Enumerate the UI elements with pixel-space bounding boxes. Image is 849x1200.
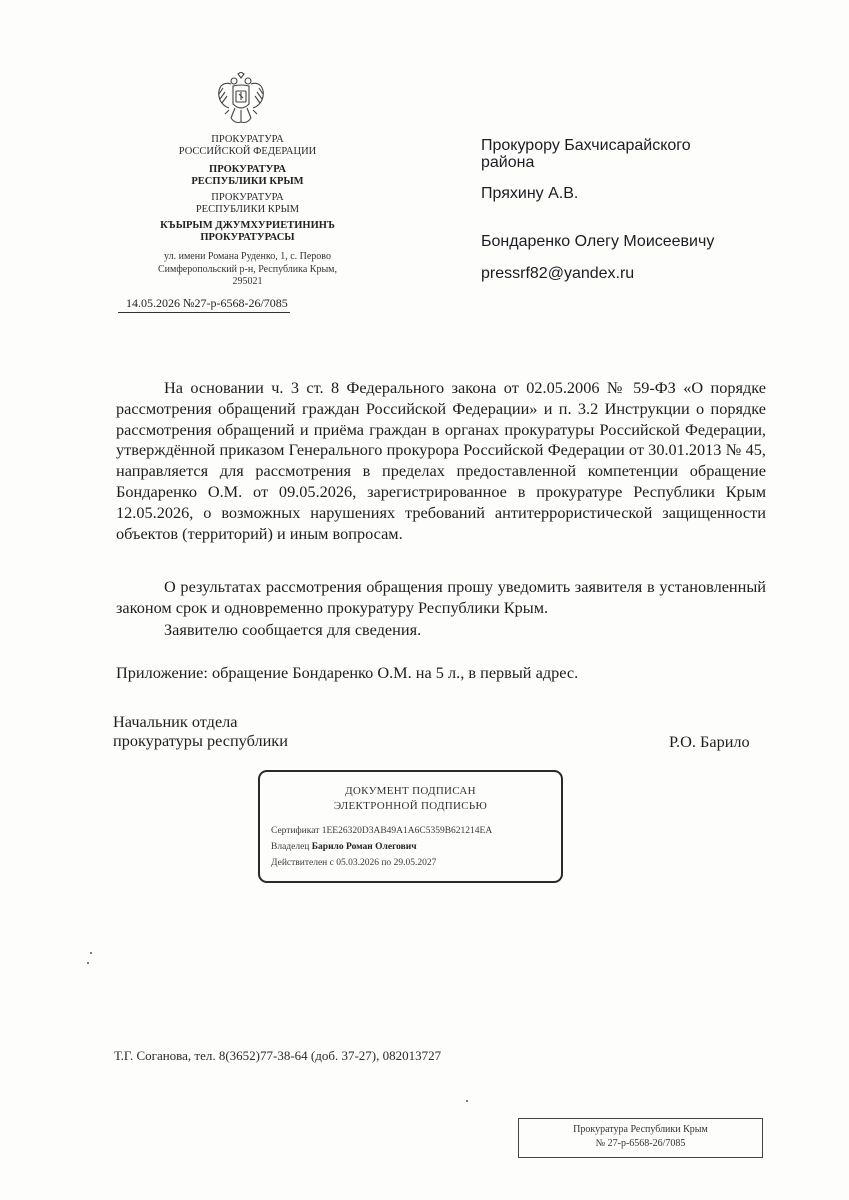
body-paragraph: О результатах рассмотрения обращения прошу уведомить заявителя в установленный законом срок и одновременно прокуратуру Республики Крым. xyxy=(116,577,766,617)
owner-value: Барило Роман Олегович xyxy=(311,842,417,852)
valid-from: 05.03.2026 xyxy=(336,858,379,868)
org-line: ПРОКУРАТУРАСЫ xyxy=(200,232,295,244)
organization-name-ru xyxy=(150,164,345,188)
addressee-line: Прокурору Бахчисарайского xyxy=(481,137,691,154)
signatory-position xyxy=(113,712,288,750)
applicant-name: Бондаренко Олегу Моисеевичу xyxy=(481,233,715,250)
validity-line xyxy=(271,858,436,868)
outgoing-reg-number: 14.05.2026 №27-р-6568-26/7085 xyxy=(118,296,290,313)
org-line: ПРОКУРАТУРА xyxy=(211,192,284,203)
stamp-subtitle: ЭЛЕКТРОННОЙ ПОДПИСЬЮ xyxy=(333,800,488,812)
addressee-block xyxy=(481,137,691,171)
organization-name-crh xyxy=(150,220,345,244)
organization-header xyxy=(150,134,345,158)
scan-speck xyxy=(90,952,92,954)
certificate-line xyxy=(271,826,492,836)
address-line: Симферопольский р-н, Республика Крым, xyxy=(157,263,338,275)
certificate-value: 1EE26320D3AB49A1A6C5359B621214EA xyxy=(321,826,493,836)
valid-label: Действителен с xyxy=(271,858,334,868)
certificate-label: Сертификат xyxy=(271,826,320,836)
org-line: ПРОКУРАТУРА xyxy=(209,164,286,175)
executor-contact: Т.Г. Соганова, тел. 8(3652)77-38-64 (доб. 37-27), 082013727 xyxy=(114,1048,442,1063)
org-line: ПРОКУРАТУРА xyxy=(211,134,284,145)
signatory-name: Р.О. Барило xyxy=(669,732,750,751)
applicant-email: pressrf82@yandex.ru xyxy=(481,265,635,282)
position-line: прокуратуры республики xyxy=(113,731,288,750)
org-line: РЕСПУБЛИКИ КРЫМ xyxy=(195,204,300,216)
electronic-signature-stamp xyxy=(258,770,563,883)
valid-to-label: по xyxy=(381,858,392,868)
owner-line xyxy=(271,842,417,852)
org-line: КЪЫРЫМ ДЖУМХУРИЕТИНИНЪ xyxy=(160,220,335,231)
reg-box-org: Прокуратура Республики Крым xyxy=(573,1124,708,1135)
attachment-note: Приложение: обращение Бондаренко О.М. на 5 л., в первый адрес. xyxy=(116,663,579,682)
body-paragraph: На основании ч. 3 ст. 8 Федерального закона от 02.05.2006 № 59-ФЗ «О порядке рассмотрения обращений граждан Российской Федерации» и п. 3.2 Инструкции о порядке рассмотрения обращений и приёма граждан в органах прокуратуры Российской Федерации, утверждённой приказом Генерального прокурора Российской Федерации от 30.01.2013 № 45, направляется для рассмотрения в пределах предоставленной компетенции обращение Бондаренко О.М. от 09.05.2026, зарегистрированное в прокуратуре Республики Крым 12.05.2026, о возможных нарушениях требований антитеррористической защищенности объектов (территорий) и иным вопросам. xyxy=(116,378,766,543)
body-paragraph: Заявителю сообщается для сведения. xyxy=(164,620,422,639)
org-line: РОССИЙСКОЙ ФЕДЕРАЦИИ xyxy=(178,146,317,158)
owner-label: Владелец xyxy=(271,842,310,852)
organization-name-ua xyxy=(150,192,345,216)
valid-to: 29.05.2027 xyxy=(393,858,437,868)
double-headed-eagle-emblem xyxy=(215,72,267,130)
position-line: Начальник отдела xyxy=(113,712,238,731)
address-line: 295021 xyxy=(232,276,263,287)
organization-address xyxy=(150,251,345,289)
scan-speck xyxy=(466,1100,468,1102)
registration-box xyxy=(518,1118,763,1158)
stamp-title: ДОКУМЕНТ ПОДПИСАН xyxy=(345,785,476,797)
address-line: ул. имени Романа Руденко, 1, с. Перово xyxy=(164,251,331,262)
scan-speck xyxy=(87,962,89,964)
org-line: РЕСПУБЛИКИ КРЫМ xyxy=(191,176,304,188)
reg-box-number: № 27-р-6568-26/7085 xyxy=(595,1138,686,1149)
addressee-line: района xyxy=(481,154,535,171)
addressee-name: Пряхину А.В. xyxy=(481,185,579,202)
